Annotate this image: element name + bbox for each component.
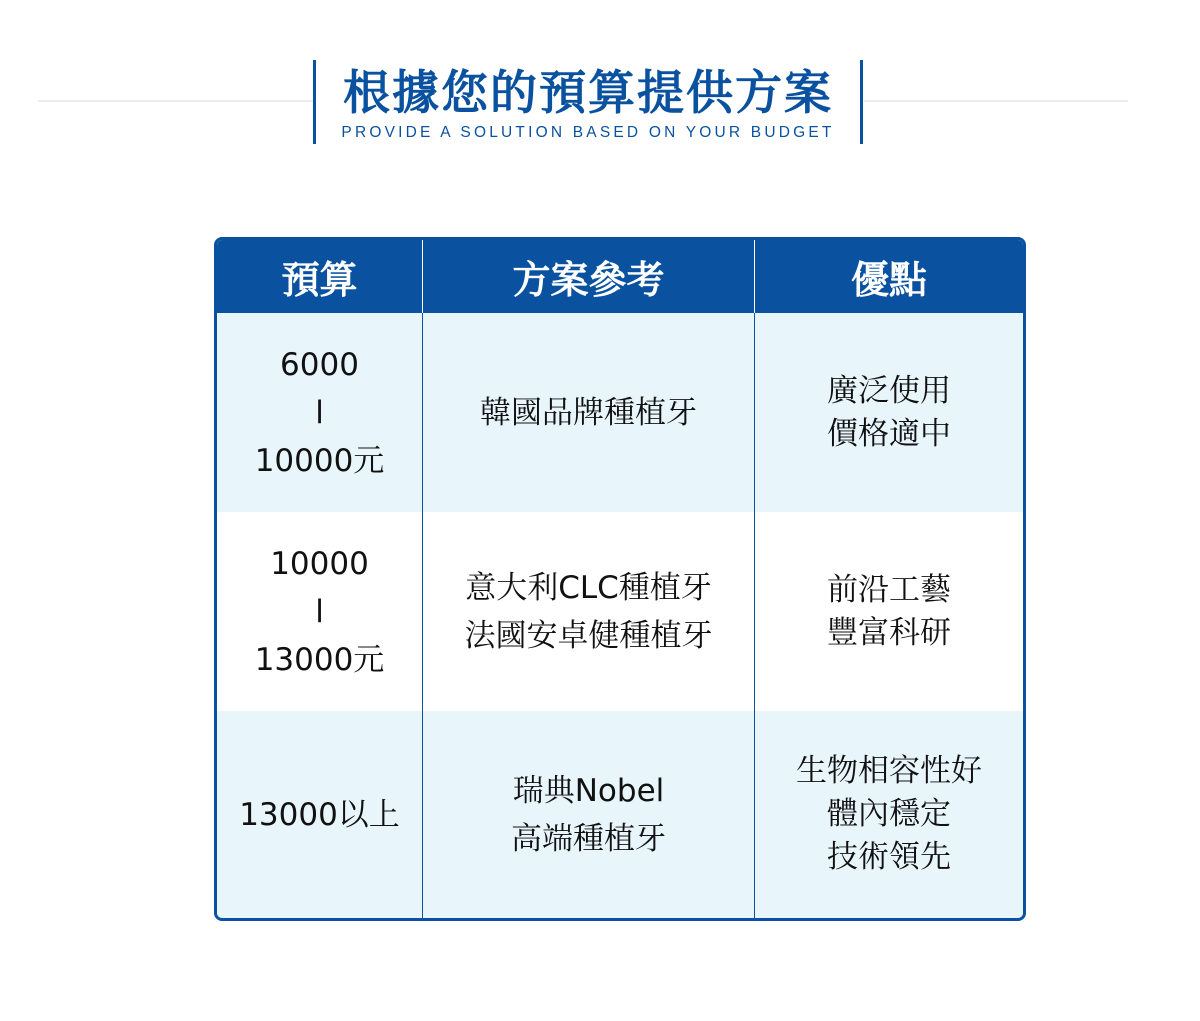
title-divider-right bbox=[864, 100, 1128, 102]
budget-text: 13000以上 bbox=[239, 796, 400, 833]
advantages-cell bbox=[754, 313, 1023, 512]
column-header-budget: 預算 bbox=[281, 258, 358, 302]
budget-cell bbox=[217, 313, 422, 512]
budget-text: 10000元 bbox=[254, 442, 385, 479]
table-row bbox=[217, 711, 1023, 918]
advantage-text: 體內穩定 bbox=[827, 796, 951, 832]
advantages-cell bbox=[754, 512, 1023, 711]
advantage-text: 生物相容性好 bbox=[796, 753, 982, 789]
plan-cell bbox=[422, 711, 754, 918]
budget-separator: l bbox=[315, 394, 324, 431]
column-header-plan: 方案參考 bbox=[422, 240, 754, 313]
plan-cell bbox=[422, 313, 754, 512]
advantage-text: 價格適中 bbox=[827, 415, 951, 452]
budget-text: 13000元 bbox=[254, 641, 385, 678]
title-divider-left bbox=[38, 100, 314, 102]
advantage-text: 技術領先 bbox=[827, 839, 951, 875]
budget-plan-table bbox=[214, 237, 1026, 921]
advantages-cell bbox=[754, 711, 1023, 918]
table-row bbox=[217, 512, 1023, 711]
plan-text: 瑞典Nobel bbox=[512, 772, 665, 809]
advantage-text: 豐富科研 bbox=[827, 614, 951, 651]
plan-text: 韓國品牌種植牙 bbox=[480, 394, 697, 431]
plan-text: 意大利CLC種植牙 bbox=[465, 569, 712, 606]
budget-cell bbox=[217, 512, 422, 711]
advantage-text: 廣泛使用 bbox=[827, 372, 951, 409]
plan-text: 高端種植牙 bbox=[511, 820, 666, 857]
section-header bbox=[313, 60, 863, 144]
table-row bbox=[217, 313, 1023, 512]
budget-text: 6000 bbox=[280, 346, 359, 383]
budget-separator: l bbox=[315, 593, 324, 630]
plan-text: 法國安卓健種植牙 bbox=[464, 617, 713, 654]
budget-cell bbox=[217, 711, 422, 918]
table-header-row bbox=[217, 240, 1023, 313]
plan-cell bbox=[422, 512, 754, 711]
advantage-text: 前沿工藝 bbox=[827, 571, 951, 608]
page-subtitle: PROVIDE A SOLUTION BASED ON YOUR BUDGET bbox=[341, 124, 835, 141]
column-header-advantages: 優點 bbox=[754, 240, 1023, 313]
page-title: 根據您的預算提供方案 bbox=[343, 66, 833, 121]
budget-text: 10000 bbox=[270, 545, 369, 582]
